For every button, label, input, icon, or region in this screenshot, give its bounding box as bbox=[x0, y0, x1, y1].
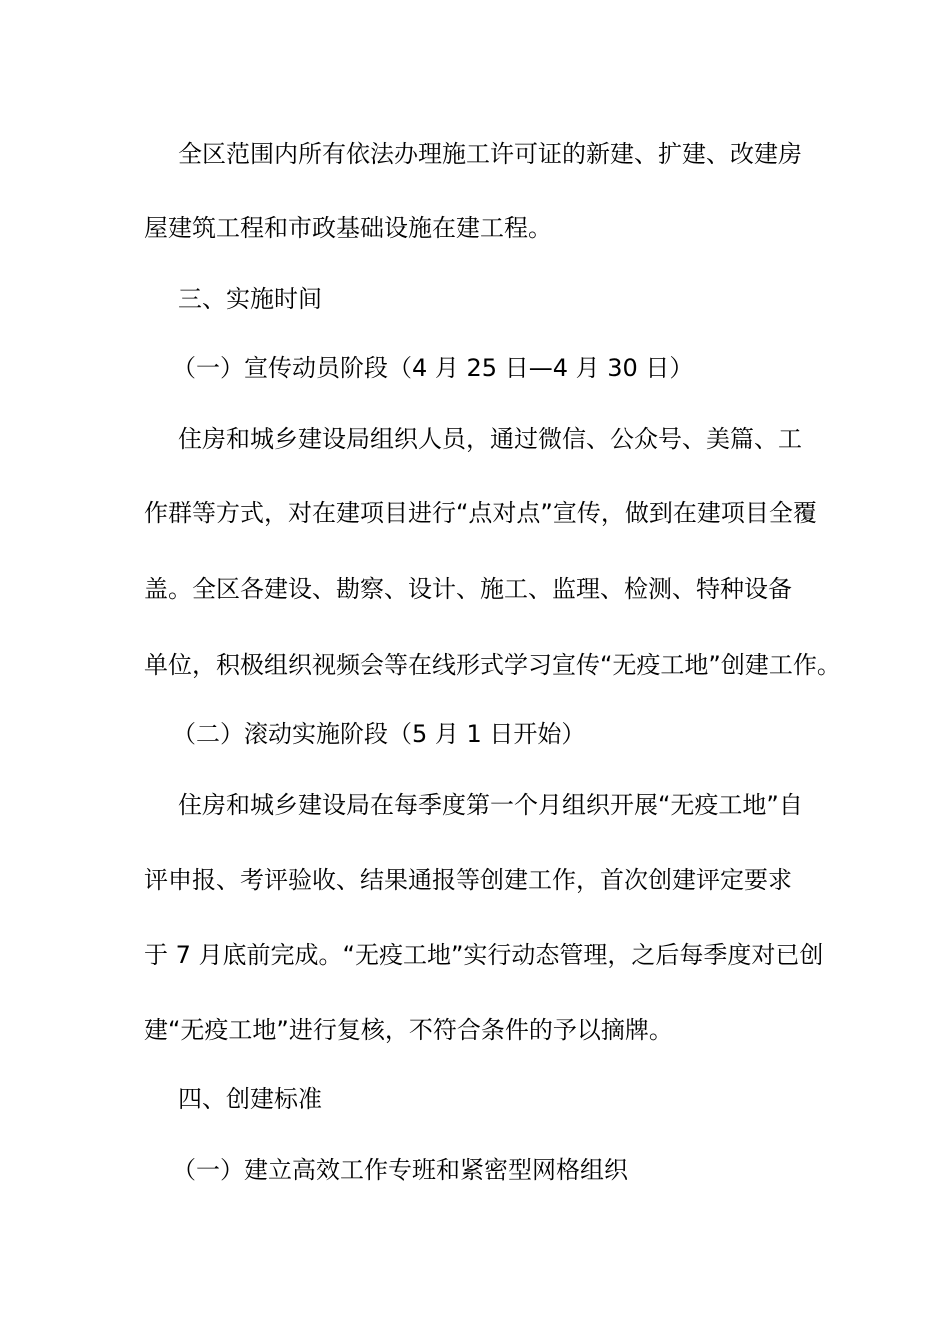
section-heading-implementation-time: 三、实施时间 bbox=[178, 285, 322, 313]
paragraph-scope-line-2: 屋建筑工程和市政基础设施在建工程。 bbox=[144, 214, 552, 242]
paragraph-rolling-line-2: 评申报、考评验收、结果通报等创建工作，首次创建评定要求 bbox=[144, 866, 792, 894]
subheading-work-team: （一）建立高效工作专班和紧密型网格组织 bbox=[172, 1156, 628, 1184]
subheading-publicity-stage: （一）宣传动员阶段（4 月 25 日—4 月 30 日） bbox=[172, 354, 694, 382]
paragraph-rolling-line-4: 建“无疫工地”进行复核，不符合条件的予以摘牌。 bbox=[144, 1016, 673, 1044]
paragraph-rolling-line-3: 于 7 月底前完成。“无疫工地”实行动态管理，之后每季度对已创 bbox=[144, 941, 824, 969]
paragraph-publicity-line-1: 住房和城乡建设局组织人员，通过微信、公众号、美篇、工 bbox=[178, 425, 802, 453]
paragraph-publicity-line-2: 作群等方式，对在建项目进行“点对点”宣传，做到在建项目全覆 bbox=[144, 499, 817, 527]
section-heading-standards: 四、创建标准 bbox=[178, 1085, 322, 1113]
paragraph-publicity-line-4: 单位，积极组织视频会等在线形式学习宣传“无疫工地”创建工作。 bbox=[144, 651, 841, 679]
paragraph-rolling-line-1: 住房和城乡建设局在每季度第一个月组织开展“无疫工地”自 bbox=[178, 791, 803, 819]
subheading-rolling-stage: （二）滚动实施阶段（5 月 1 日开始） bbox=[172, 720, 586, 748]
paragraph-publicity-line-3: 盖。全区各建设、勘察、设计、施工、监理、检测、特种设备 bbox=[144, 575, 792, 603]
paragraph-scope-line-1: 全区范围内所有依法办理施工许可证的新建、扩建、改建房 bbox=[178, 140, 802, 168]
